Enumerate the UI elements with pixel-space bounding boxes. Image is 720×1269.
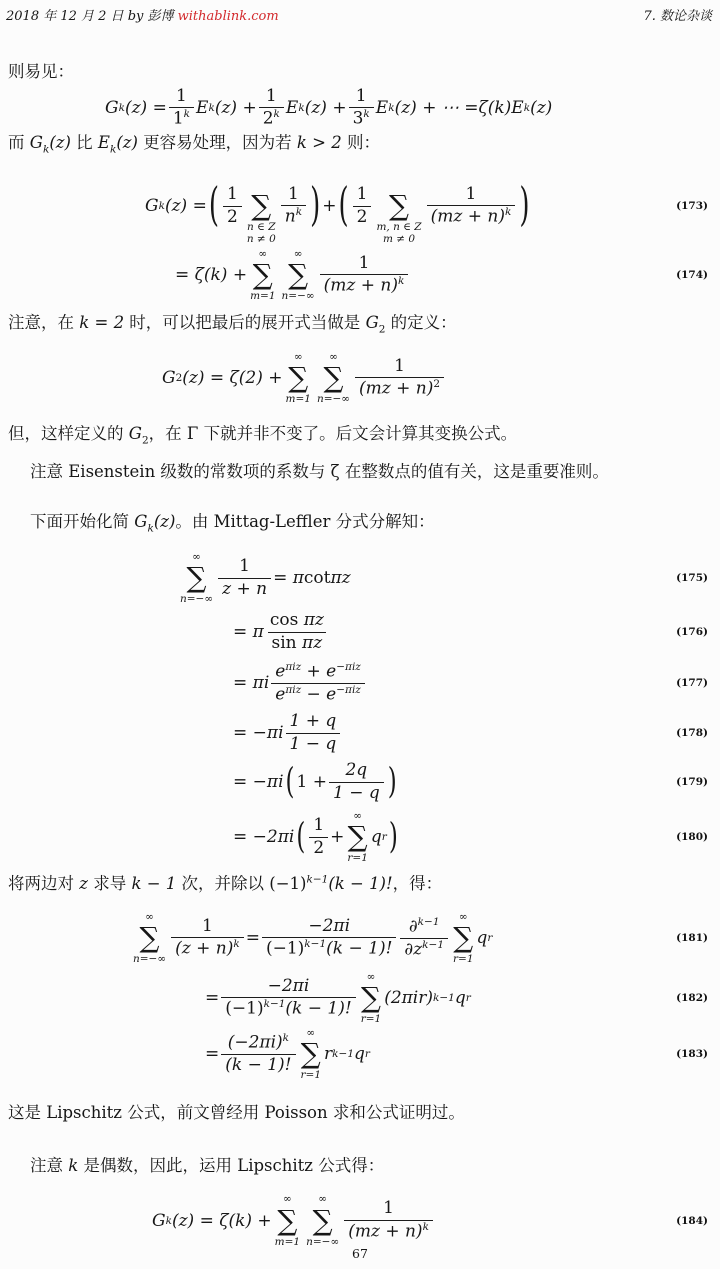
- paragraph-k-even: 注意 k 是偶数，因此，运用 Lipschitz 公式得：: [30, 1156, 385, 1176]
- equation-number: (178): [676, 727, 708, 740]
- page-header: [0, 0, 720, 24]
- site-link[interactable]: withablink.com: [177, 9, 279, 24]
- paragraph-lipschitz: 这是 Lipschitz 公式，前文曾经用 Poisson 求和公式证明过。: [8, 1103, 465, 1123]
- fraction: $\frac{1}{(mz + n)^k}$: [427, 184, 516, 228]
- fraction-half: $\frac{1}{2}$: [353, 184, 372, 228]
- equation-number: (181): [676, 932, 708, 945]
- sigma-icon: ∑: [288, 361, 309, 395]
- sigma-icon: ∑: [360, 981, 381, 1015]
- sigma-icon: ∑: [139, 921, 160, 955]
- fraction: $\frac{1}{(mz + n)^k}$: [320, 253, 409, 297]
- summation: ∞ ∑ n=−∞: [281, 248, 315, 303]
- right-paren-icon: ): [388, 816, 398, 858]
- equation-number: (182): [676, 992, 708, 1005]
- equation-179: = −πi ( 1 + $\frac{2q}{1 - q}$ ) (179): [233, 760, 708, 803]
- sigma-icon: ∑: [277, 1203, 298, 1237]
- fraction: $\frac{\text{cos πz}}{\text{sin πz}}$: [266, 610, 328, 654]
- paragraph-intro: 则易见：: [8, 62, 74, 81]
- equation-181: ∞ ∑ n=−∞ $\frac{1}{(z + n)^k}$ = $\frac{-2\pi i}{(-1)^{k-1}(k - 1)!}$ $\frac{\partial^{k-1}}{\partial z^{k-1}}$ ∞ ∑ r=1 q r (181): [133, 911, 708, 966]
- summation: ∞ ∑ r=1: [360, 971, 382, 1026]
- summation: ∞ ∑ m=1: [274, 1193, 301, 1248]
- equation-174: = ζ(k) + ∞ ∑ m=1 ∞ ∑ n=−∞ $\frac{1}{(mz + n)^k}$ (174): [175, 248, 708, 303]
- right-paren-icon: ): [387, 761, 397, 803]
- equation-g2-definition: G 2 (z) = ζ(2) + ∞ ∑ m=1 ∞ ∑ n=−∞ $\frac{1}{(mz + n)^2}$: [0, 347, 720, 409]
- sigma-icon: ∑: [453, 921, 474, 955]
- fraction: $\frac{-2\pi i}{(-1)^{k-1}(k - 1)!}$: [221, 976, 355, 1020]
- summation: ∞ ∑ n=−∞: [306, 1193, 340, 1248]
- equation-number: (180): [676, 831, 708, 844]
- left-paren-icon: (: [296, 816, 306, 858]
- equation-number: (183): [676, 1048, 708, 1061]
- fraction: $\frac{(-2\pi i)^k}{(k - 1)!}$: [221, 1032, 295, 1076]
- fraction-half: $\frac{1}{2}$: [309, 815, 328, 859]
- sigma-icon: ∑: [347, 820, 368, 854]
- paragraph-eisenstein-note: 注意 Eisenstein 级数的常数项的系数与 ζ 在整数点的值有关，这是重要准则。: [30, 462, 609, 482]
- summation: ∞ ∑ n=−∞: [133, 911, 167, 966]
- sigma-icon: ∑: [300, 1037, 321, 1071]
- sigma-icon: ∑: [251, 189, 272, 223]
- paragraph-derivative: 将两边对 z 求导 k − 1 次，并除以 $(-1)^{k-1}(k - 1)$!，得：: [8, 873, 443, 894]
- sigma-icon: ∑: [288, 258, 309, 292]
- right-paren-icon: ): [519, 179, 530, 233]
- summation: ∞ ∑ r=1: [347, 810, 368, 865]
- sigma-icon: ∑: [323, 361, 344, 395]
- fraction: $\frac{1 + q}{1 - q}$: [286, 711, 341, 755]
- fraction-half: $\frac{1}{2}$: [223, 184, 242, 228]
- summation: ∞ ∑ n=−∞: [180, 551, 214, 606]
- header-chapter-title: 7. 数论杂谈: [643, 9, 712, 24]
- equation-183: = $\frac{(-2\pi i)^k}{(k - 1)!}$ ∞ ∑ r=1 r k−1 q r (183): [205, 1027, 708, 1082]
- page-number: 67: [352, 1246, 368, 1261]
- fraction: $\frac{1}{3^k}$: [349, 86, 374, 130]
- equation-178: = −πi $\frac{1 + q}{1 - q}$ (178): [233, 711, 708, 754]
- fraction: $\frac{2q}{1 - q}$: [329, 760, 384, 804]
- fraction: $\frac{1}{(mz + n)^k}$: [344, 1198, 433, 1242]
- fraction-partial: $\frac{\partial^{k-1}}{\partial z^{k-1}}$: [400, 916, 448, 961]
- right-paren-icon: ): [310, 179, 321, 233]
- equation-173: G k (z) = ( $\frac{1}{2}$ ∑ n ∈ Z n ≠ 0 $\frac{1}{n^k}$ ) + ( $\frac{1}{2}$ ∑ m, n ∈ Z m ≠ 0 $\frac{1}{(mz + n)^k}$ ) (173): [145, 179, 708, 246]
- fraction: $\frac{1}{1^k}$: [169, 86, 194, 130]
- header-date-author: 2018 年 12 月 2 日 by 彭博: [6, 9, 178, 24]
- equation-number: (173): [676, 200, 708, 213]
- sigma-icon: ∑: [389, 189, 410, 223]
- equation-number: (174): [676, 269, 708, 282]
- sigma-icon: ∑: [312, 1203, 333, 1237]
- equation-number: (179): [676, 776, 708, 789]
- left-paren-icon: (: [285, 761, 295, 803]
- summation: ∞ ∑ m=1: [250, 248, 276, 303]
- summation: ∑ m, n ∈ Z m ≠ 0: [376, 189, 422, 246]
- equation-number: (177): [676, 677, 708, 690]
- page-footer: [0, 1246, 720, 1261]
- fraction: $\frac{1}{(z + n)^k}$: [171, 916, 244, 960]
- paragraph-g2-invariance: 但，这样定义的 $G_2$，在 Γ 下就并非不变了。后文会计算其变换公式。: [8, 424, 518, 447]
- sigma-icon: ∑: [252, 258, 273, 292]
- equation-176: = π $\frac{\text{cos πz}}{\text{sin πz}}$ (176): [233, 610, 708, 653]
- fraction: $\frac{1}{(mz + n)^2}$: [355, 356, 444, 400]
- fraction: $\frac{1}{2^k}$: [259, 86, 284, 130]
- paragraph-k2-note: 注意，在 k = 2 时，可以把最后的展开式当做是 $G_2$ 的定义：: [8, 313, 457, 336]
- fraction: $\frac{e^{\pi iz} + e^{-\pi iz}}{e^{\pi iz} - e^{-\pi iz}}$: [271, 661, 365, 706]
- summation: ∞ ∑ r=1: [300, 1027, 322, 1082]
- left-paren-icon: (: [338, 179, 349, 233]
- equation-180: = −2πi ( $\frac{1}{2}$ + ∞ ∑ r=1 q r ) (180): [233, 810, 708, 865]
- equation-number: (175): [676, 572, 708, 585]
- equation-182: = $\frac{-2\pi i}{(-1)^{k-1}(k - 1)!}$ ∞ ∑ r=1 (2πir) k−1 q r (182): [205, 971, 708, 1026]
- equation-175: ∞ ∑ n=−∞ $\frac{1}{z + n}$ = π cot πz (175): [180, 551, 708, 606]
- equation-number: (184): [676, 1214, 708, 1227]
- equation-gk-zeta: G k (z) = $\frac{1}{1^k}$ E k (z) + $\frac{1}{2^k}$ E k (z) + $\frac{1}{3^k}$ E k (z) + ⋯ = ζ(k)E k (z): [105, 86, 553, 129]
- paragraph-gk-vs-ek: 而 $G_k(z)$ 比 $E_k(z)$ 更容易处理，因为若 k > 2 则：: [8, 133, 380, 156]
- summation: ∑ n ∈ Z n ≠ 0: [246, 189, 276, 246]
- summation: ∞ ∑ n=−∞: [316, 351, 351, 406]
- equation-184: G k (z) = ζ(k) + ∞ ∑ m=1 ∞ ∑ n=−∞ $\frac{1}{(mz + n)^k}$ (184): [152, 1193, 708, 1248]
- summation: ∞ ∑ r=1: [453, 911, 474, 966]
- fraction: $\frac{-2\pi i}{(-1)^{k-1}(k - 1)!}$: [262, 916, 396, 960]
- summation: ∞ ∑ m=1: [285, 351, 311, 406]
- fraction: $\frac{1}{z + n}$: [218, 556, 271, 600]
- sigma-icon: ∑: [186, 561, 207, 595]
- header-left: [6, 5, 279, 24]
- equation-177: = πi $\frac{e^{\pi iz} + e^{-\pi iz}}{e^{\pi iz} - e^{-\pi iz}}$ (177): [233, 660, 708, 705]
- paragraph-mittag-leffler: 下面开始化简 $G_k(z)$。由 Mittag-Leffler 分式分解知：: [30, 512, 435, 535]
- left-paren-icon: (: [208, 179, 219, 233]
- fraction: $\frac{1}{n^k}$: [281, 184, 306, 228]
- equation-number: (176): [676, 626, 708, 639]
